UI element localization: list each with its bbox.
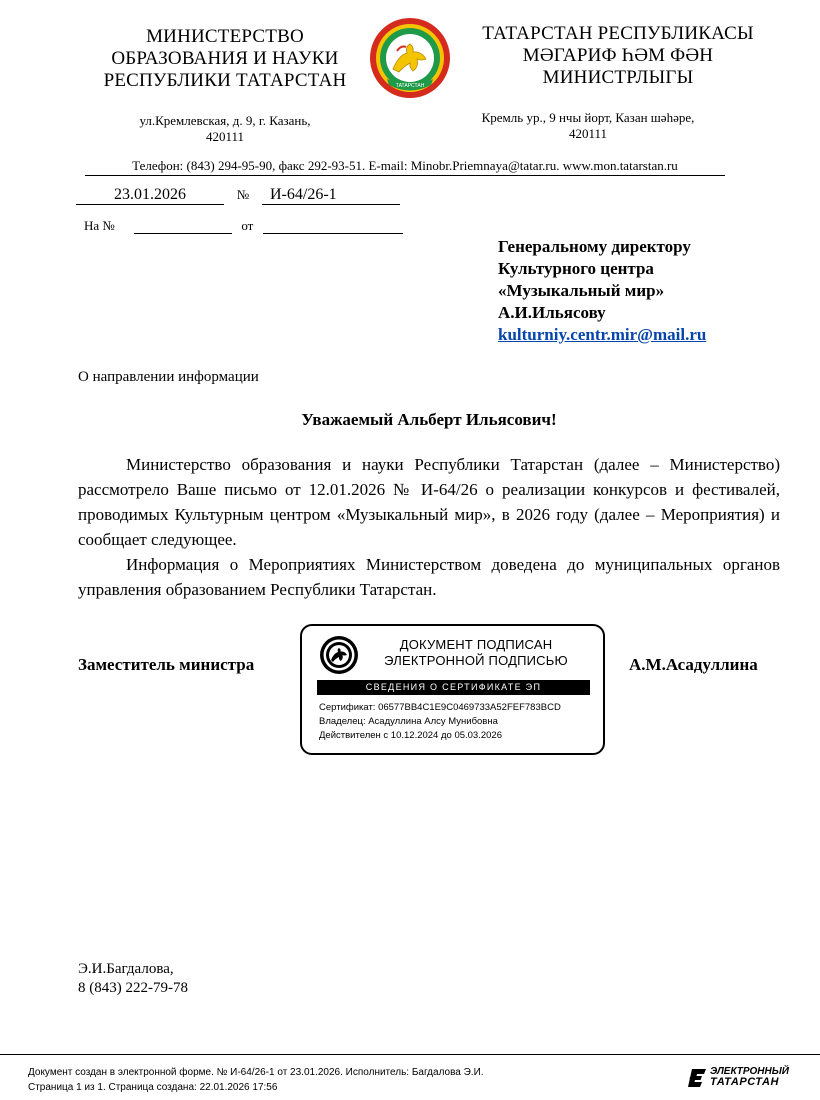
contacts-line: Телефон: (843) 294-95-90, факс 292-93-51. E-mail: Minobr.Priemnaya@tatar.ru. www.mon.tatarstan.ru [85,158,725,176]
ministry-tt-line: ТАТАРСТАН РЕСПУБЛИКАСЫ [482,23,754,44]
stamp-title [376,637,576,669]
ministry-ru-line: МИНИСТЕРСТВО [146,26,304,47]
body-paragraph: Министерство образования и науки Республики Татарстан (далее – Министерство) рассмотрело Ваше письмо от 12.01.2026 № И-64/26 о реализации конкурсов и фестивалей, проводимых Культурным центром «Музыкальный мир», в 2026 году (далее – Мероприятия) и сообщает следующее. [78,455,780,549]
address-tt-line: 420111 [568,126,608,141]
addressee-line: А.И.Ильясову [498,303,606,322]
stamp-validity: Действителен с 10.12.2024 до 05.03.2026 [319,730,502,741]
emblem-bw-icon [319,635,359,675]
greeting: Уважаемый Альберт Ильясович! [301,410,557,429]
electronic-tatarstan-logo [688,1066,794,1090]
electronic-tatarstan-logo-text [710,1066,789,1088]
letter-body [78,452,780,602]
addressee-email-link[interactable]: kulturniy.centr.mir@mail.ru [498,325,707,344]
letter-subject: О направлении информации [78,369,259,385]
reference-date-field [263,219,403,234]
stamp-owner: Владелец: Асадуллина Алсу Мунибовна [319,716,498,727]
electronic-tatarstan-logo-icon [688,1067,708,1089]
reference-row [84,218,403,234]
body-paragraph: Информация о Мероприятиях Министерством доведена до муниципальных органов управления образованием Республики Татарстан. [78,555,780,599]
number-sign: № [236,187,250,202]
registration-date: 23.01.2026 [76,186,224,205]
executor-name: Э.И.Багдалова, [78,961,174,977]
addressee-line: Культурного центра [498,259,654,278]
stamp-title-line: ДОКУМЕНТ ПОДПИСАН [399,637,553,652]
executor-phone: 8 (843) 222-79-78 [78,980,188,996]
emblem-ribbon-text: ТАТАРСТАН [395,83,425,89]
addressee-line: «Музыкальный мир» [498,281,665,300]
executor-block [78,960,188,998]
footer-info [28,1065,484,1095]
ministry-name-ru [80,26,370,92]
signer-position: Заместитель министра [78,655,255,674]
logo-line: ТАТАРСТАН [710,1076,779,1088]
e-signature-stamp [300,624,605,755]
tatarstan-emblem-icon [369,17,451,99]
footer-divider [0,1054,820,1055]
address-ru [120,113,330,145]
address-tt-line: Кремль ур., 9 нчы йорт, Казан шәһәре, [481,110,695,125]
address-ru-line: 420111 [205,129,245,144]
signer-name: А.М.Асадуллина [629,655,758,674]
registration-row [76,186,400,205]
stamp-certificate-info [319,701,561,743]
ministry-tt-line: МӘГАРИФ ҺӘМ ФӘН [522,45,714,66]
registration-number: И-64/26-1 [262,186,400,205]
ministry-ru-line: РЕСПУБЛИКИ ТАТАРСТАН [103,70,347,91]
reference-number-field [134,219,232,234]
stamp-certificate-bar: СВЕДЕНИЯ О СЕРТИФИКАТЕ ЭП [317,680,590,695]
address-tt [468,110,708,142]
ministry-ru-line: ОБРАЗОВАНИЯ И НАУКИ [111,48,339,69]
footer-line: Страница 1 из 1. Страница создана: 22.01.2026 17:56 [28,1082,278,1093]
footer-line: Документ создан в электронной форме. № И-64/26-1 от 23.01.2026. Исполнитель: Багдалова Э.И. [28,1067,484,1078]
address-ru-line: ул.Кремлевская, д. 9, г. Казань, [139,113,311,128]
addressee-block [498,236,798,346]
logo-line: ЭЛЕКТРОННЫЙ [710,1066,789,1077]
stamp-title-line: ЭЛЕКТРОННОЙ ПОДПИСЬЮ [384,653,568,668]
addressee-line: Генеральному директору [498,237,691,256]
ministry-tt-line: МИНИСТРЛЫГЫ [542,67,694,88]
ministry-name-tt [468,23,768,89]
reference-from-label: от [241,218,254,233]
stamp-certificate: Сертификат: 06577BB4C1E9C0469733A52FEF783BCD [319,702,561,713]
reference-number-label: На № [84,218,115,233]
